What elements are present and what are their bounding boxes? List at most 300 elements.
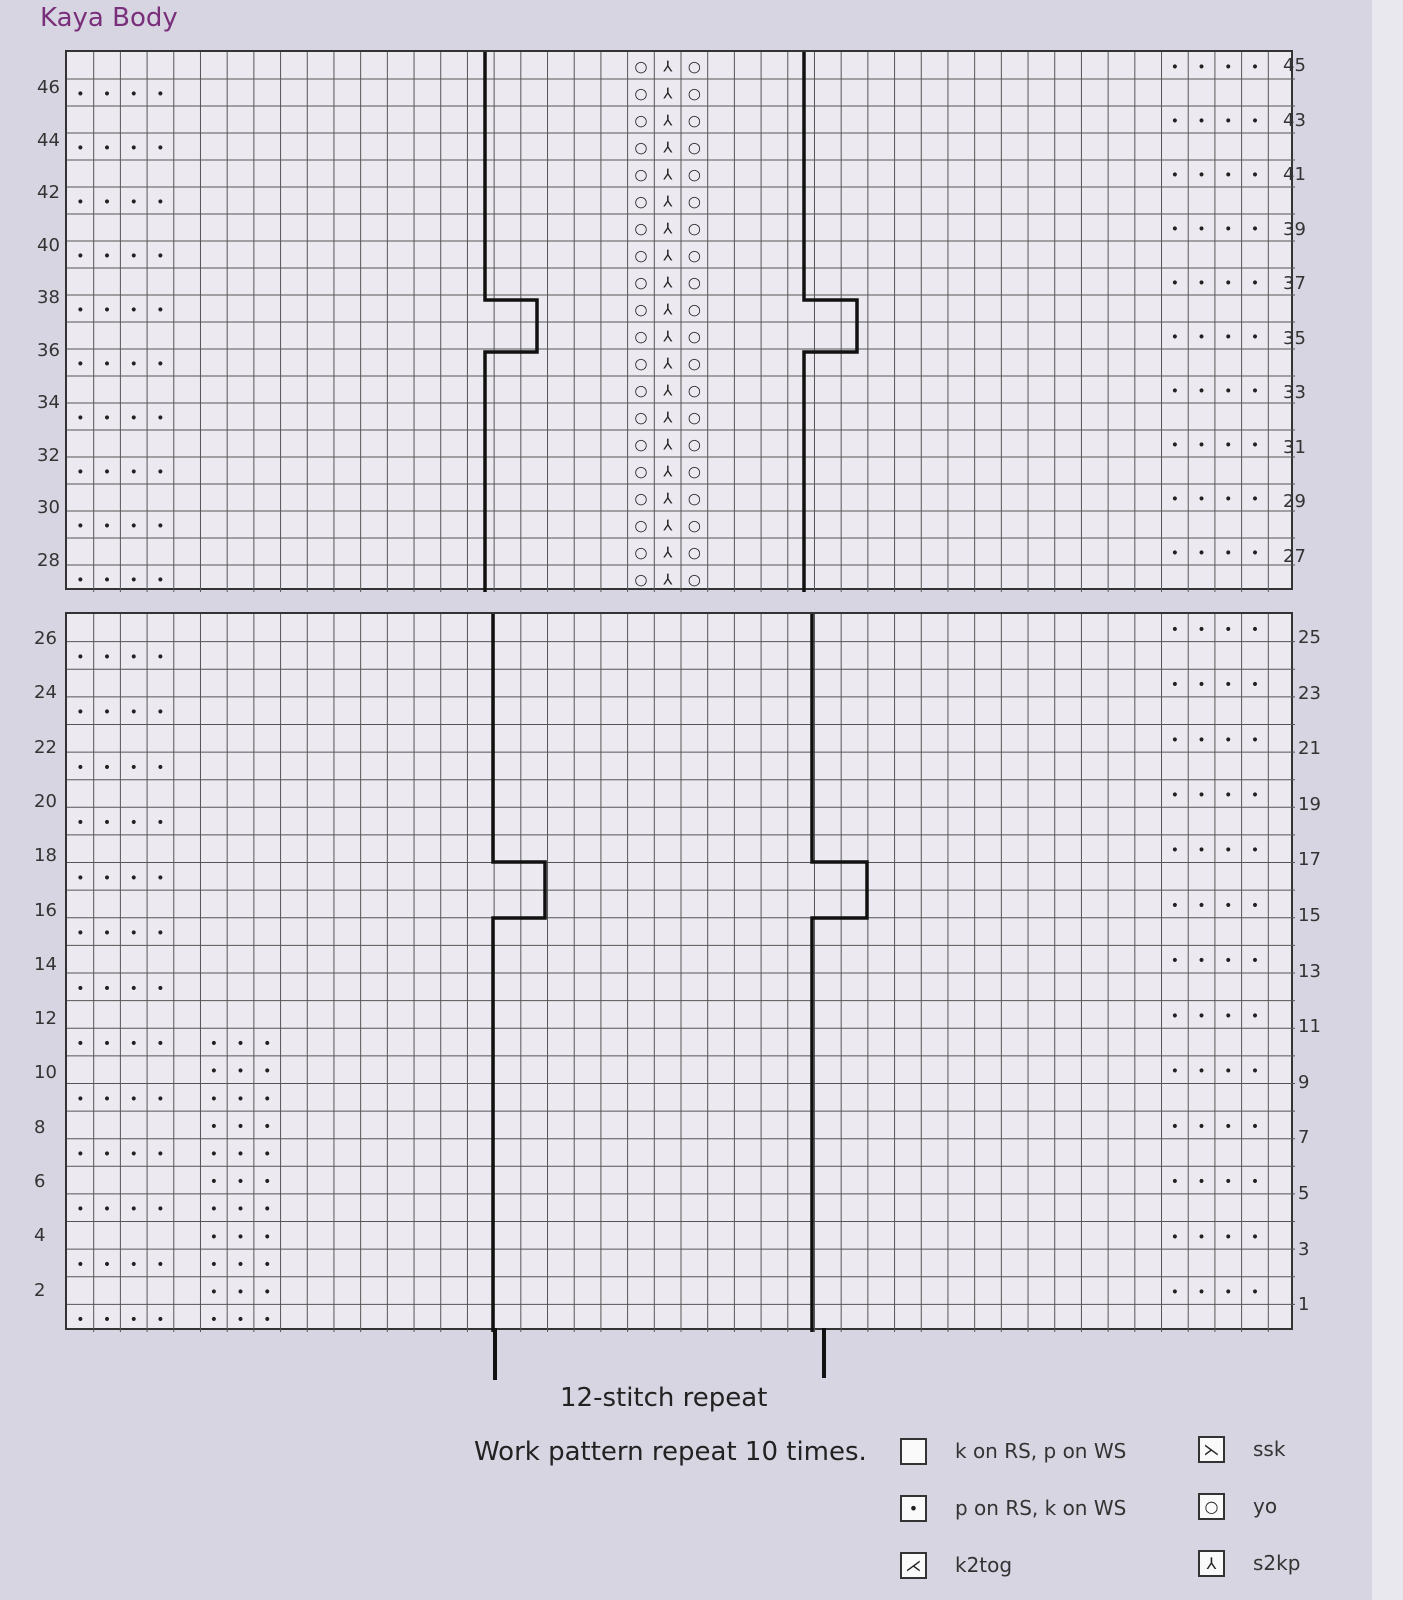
yo-icon: ○: [687, 219, 701, 238]
legend-item-purl: [900, 1492, 1126, 1524]
empty-square-icon: [900, 1438, 927, 1465]
purl-dot-icon: •: [102, 248, 112, 265]
purl-dot-icon: •: [129, 649, 138, 666]
purl-dot-icon: •: [1170, 1008, 1180, 1025]
purl-dot-icon: •: [1170, 221, 1180, 238]
s2kp-icon: ⅄: [663, 381, 673, 400]
row-number: 2: [34, 1279, 46, 1301]
yo-icon: ○: [634, 408, 648, 427]
purl-dot-icon: •: [209, 1174, 218, 1191]
yo-icon: ○: [687, 516, 701, 535]
purl-dot-icon: •: [156, 194, 165, 211]
repeat-caption: 12-stitch repeat: [560, 1383, 768, 1413]
row-number: 6: [34, 1171, 46, 1192]
yo-icon: ○: [687, 165, 701, 184]
purl-dot-icon: •: [129, 1312, 138, 1329]
purl-dot-icon: •: [1170, 1118, 1180, 1135]
row-number: 40: [37, 234, 60, 256]
purl-dot-icon: •: [263, 1091, 272, 1108]
purl-dot-icon: •: [1250, 383, 1260, 400]
yo-icon: ○: [634, 57, 648, 76]
purl-dot-icon: •: [102, 815, 112, 832]
purl-dot-icon: •: [156, 1091, 165, 1108]
purl-dot-icon: •: [129, 1256, 138, 1273]
k2tog-icon: ⋌: [900, 1552, 927, 1579]
purl-dot-icon: •: [1197, 1229, 1206, 1246]
row-number: 5: [1298, 1183, 1310, 1204]
row-number: 1: [1298, 1294, 1310, 1316]
row-number: 29: [1283, 491, 1306, 512]
row-number: 25: [1298, 627, 1321, 648]
row-number: 30: [37, 497, 60, 518]
row-number: 18: [34, 845, 57, 867]
purl-dot-icon: •: [129, 1146, 138, 1163]
purl-dot-icon: •: [1224, 113, 1233, 130]
purl-dot-icon: •: [156, 410, 165, 427]
purl-dot-icon: •: [1170, 953, 1180, 970]
purl-dot-icon: •: [1197, 677, 1206, 694]
purl-dot-icon: •: [102, 870, 112, 887]
purl-dot-icon: •: [263, 1146, 272, 1163]
yo-icon: ○: [634, 219, 648, 238]
purl-dot-icon: •: [76, 1201, 85, 1218]
row-number: 8: [34, 1116, 46, 1138]
purl-dot-icon: •: [1250, 787, 1260, 804]
purl-dot-icon: •: [129, 356, 138, 373]
row-number: 38: [37, 287, 60, 308]
purl-dot-icon: •: [76, 759, 85, 776]
purl-dot-icon: •: [1250, 897, 1260, 914]
s2kp-icon: ⅄: [663, 543, 673, 562]
purl-dot-icon: •: [129, 572, 138, 589]
row-number: 12: [34, 1008, 57, 1030]
legend-item-s2kp: [1198, 1547, 1300, 1579]
purl-dot-icon: •: [209, 1312, 218, 1329]
purl-dot-icon: •: [236, 1256, 245, 1273]
purl-dot-icon: •: [129, 980, 138, 997]
purl-dot-icon: •: [1250, 1174, 1260, 1191]
purl-dot-icon: •: [1170, 545, 1180, 562]
purl-dot-icon: •: [156, 518, 165, 535]
purl-dot-icon: •: [1197, 491, 1206, 508]
purl-dot-icon: •: [1250, 1118, 1260, 1135]
purl-dot-icon: •: [1197, 953, 1206, 970]
purl-dot-icon: •: [263, 1118, 272, 1135]
purl-dot-icon: •: [76, 356, 85, 373]
purl-dot-icon: •: [209, 1036, 218, 1053]
yo-icon: ○: [634, 84, 648, 103]
purl-dot-icon: •: [209, 1146, 218, 1163]
purl-dot-icon: •: [1224, 897, 1233, 914]
row-number: 46: [37, 77, 60, 98]
dot-icon: •: [900, 1495, 927, 1522]
purl-dot-icon: •: [1250, 329, 1260, 346]
row-number: 13: [1298, 960, 1321, 982]
row-number: 17: [1298, 849, 1321, 871]
yo-icon: ○: [634, 516, 648, 535]
purl-dot-icon: •: [209, 1091, 218, 1108]
purl-dot-icon: •: [129, 1091, 138, 1108]
yo-icon: ○: [687, 138, 701, 157]
upper-chart: [65, 50, 1293, 590]
purl-dot-icon: •: [209, 1256, 218, 1273]
purl-dot-icon: •: [1170, 491, 1180, 508]
purl-dot-icon: •: [156, 572, 165, 589]
purl-dot-icon: •: [236, 1201, 245, 1218]
row-number: 24: [34, 682, 57, 704]
row-number: 39: [1283, 218, 1306, 240]
purl-dot-icon: •: [102, 759, 112, 776]
purl-dot-icon: •: [102, 1312, 112, 1329]
row-number: 16: [34, 899, 57, 921]
purl-dot-icon: •: [1250, 953, 1260, 970]
s2kp-icon: ⅄: [663, 570, 673, 589]
purl-dot-icon: •: [102, 1256, 112, 1273]
yo-icon: ○: [687, 84, 701, 103]
purl-dot-icon: •: [1170, 329, 1180, 346]
purl-dot-icon: •: [1170, 842, 1180, 859]
yo-icon: ○: [634, 354, 648, 373]
purl-dot-icon: •: [156, 248, 165, 265]
row-number: 26: [34, 628, 57, 649]
yo-icon: ○: [687, 435, 701, 454]
chart-title: Kaya Body: [40, 3, 178, 33]
purl-dot-icon: •: [1250, 1008, 1260, 1025]
purl-dot-icon: •: [1250, 545, 1260, 562]
purl-dot-icon: •: [1170, 437, 1180, 454]
purl-dot-icon: •: [1197, 621, 1206, 638]
s2kp-icon: ⅄: [663, 192, 673, 211]
purl-dot-icon: •: [209, 1201, 218, 1218]
yo-icon: ○: [687, 111, 701, 130]
purl-dot-icon: •: [102, 572, 112, 589]
purl-dot-icon: •: [129, 518, 138, 535]
s2kp-icon: ⅄: [663, 435, 673, 454]
purl-dot-icon: •: [1224, 59, 1233, 76]
purl-dot-icon: •: [76, 1036, 85, 1053]
purl-dot-icon: •: [156, 704, 165, 721]
legend-label: s2kp: [1253, 1551, 1301, 1575]
purl-dot-icon: •: [1170, 787, 1180, 804]
yo-icon: ○: [634, 327, 648, 346]
yo-icon: ○: [634, 300, 648, 319]
yo-icon: ○: [687, 246, 701, 265]
purl-dot-icon: •: [102, 464, 112, 481]
purl-dot-icon: •: [1224, 677, 1233, 694]
row-number: 44: [37, 129, 60, 151]
row-number: 9: [1298, 1071, 1310, 1093]
purl-dot-icon: •: [1250, 59, 1260, 76]
legend-label: k2tog: [955, 1553, 1013, 1577]
purl-dot-icon: •: [1224, 953, 1233, 970]
purl-dot-icon: •: [76, 649, 85, 666]
purl-dot-icon: •: [1250, 1063, 1260, 1080]
purl-dot-icon: •: [1224, 1063, 1233, 1080]
purl-dot-icon: •: [76, 464, 85, 481]
lower-chart-grid: [67, 614, 1295, 1332]
purl-dot-icon: •: [1250, 275, 1260, 292]
purl-dot-icon: •: [1197, 897, 1206, 914]
purl-dot-icon: •: [76, 194, 85, 211]
yo-icon: ○: [1198, 1493, 1225, 1520]
row-number: 7: [1298, 1127, 1310, 1149]
purl-dot-icon: •: [102, 356, 112, 373]
purl-dot-icon: •: [209, 1118, 218, 1135]
purl-dot-icon: •: [76, 248, 85, 265]
purl-dot-icon: •: [1197, 167, 1206, 184]
purl-dot-icon: •: [76, 302, 85, 319]
repeat-instruction: Work pattern repeat 10 times.: [474, 1437, 867, 1467]
yo-icon: ○: [687, 381, 701, 400]
purl-dot-icon: •: [129, 870, 138, 887]
purl-dot-icon: •: [263, 1036, 272, 1053]
purl-dot-icon: •: [76, 704, 85, 721]
purl-dot-icon: •: [156, 1201, 165, 1218]
row-number: 14: [34, 953, 57, 975]
purl-dot-icon: •: [1224, 167, 1233, 184]
row-number: 22: [34, 736, 57, 758]
purl-dot-icon: •: [1170, 275, 1180, 292]
purl-dot-icon: •: [1197, 1118, 1206, 1135]
s2kp-icon: ⅄: [663, 327, 673, 346]
yo-icon: ○: [687, 327, 701, 346]
purl-dot-icon: •: [102, 1091, 112, 1108]
purl-dot-icon: •: [1170, 1229, 1180, 1246]
s2kp-icon: ⅄: [663, 246, 673, 265]
yo-icon: ○: [634, 435, 648, 454]
purl-dot-icon: •: [76, 870, 85, 887]
purl-dot-icon: •: [1197, 59, 1206, 76]
legend-label: k on RS, p on WS: [955, 1439, 1127, 1463]
purl-dot-icon: •: [129, 1036, 138, 1053]
purl-dot-icon: •: [209, 1284, 218, 1301]
s2kp-icon: ⅄: [663, 84, 673, 103]
purl-dot-icon: •: [156, 815, 165, 832]
purl-dot-icon: •: [1197, 545, 1206, 562]
purl-dot-icon: •: [1250, 621, 1260, 638]
purl-dot-icon: •: [1170, 59, 1180, 76]
s2kp-icon: ⅄: [663, 165, 673, 184]
purl-dot-icon: •: [102, 704, 112, 721]
legend-item-k2tog: [900, 1549, 1012, 1581]
purl-dot-icon: •: [156, 1036, 165, 1053]
purl-dot-icon: •: [102, 410, 112, 427]
s2kp-icon: ⅄: [663, 462, 673, 481]
yo-icon: ○: [687, 408, 701, 427]
yo-icon: ○: [687, 489, 701, 508]
purl-dot-icon: •: [156, 1312, 165, 1329]
purl-dot-icon: •: [263, 1201, 272, 1218]
purl-dot-icon: •: [1224, 221, 1233, 238]
purl-dot-icon: •: [1197, 1063, 1206, 1080]
purl-dot-icon: •: [156, 140, 165, 157]
legend-item-ssk: [1198, 1433, 1285, 1465]
yo-icon: ○: [634, 246, 648, 265]
row-number: 31: [1283, 436, 1306, 458]
row-number: 43: [1283, 109, 1306, 131]
purl-dot-icon: •: [129, 194, 138, 211]
purl-dot-icon: •: [1197, 732, 1206, 749]
yo-icon: ○: [687, 57, 701, 76]
purl-dot-icon: •: [1197, 1174, 1206, 1191]
purl-dot-icon: •: [129, 248, 138, 265]
yo-icon: ○: [687, 543, 701, 562]
yo-icon: ○: [687, 273, 701, 292]
purl-dot-icon: •: [102, 194, 112, 211]
lower-chart: [65, 612, 1293, 1330]
purl-dot-icon: •: [1197, 275, 1206, 292]
s2kp-icon: ⅄: [663, 489, 673, 508]
yo-icon: ○: [634, 381, 648, 400]
row-number: 35: [1283, 327, 1306, 349]
purl-dot-icon: •: [1250, 842, 1260, 859]
purl-dot-icon: •: [1197, 329, 1206, 346]
purl-dot-icon: •: [156, 86, 165, 103]
purl-dot-icon: •: [76, 572, 85, 589]
purl-dot-icon: •: [1170, 897, 1180, 914]
purl-dot-icon: •: [1197, 787, 1206, 804]
purl-dot-icon: •: [102, 1036, 112, 1053]
purl-dot-icon: •: [1170, 1063, 1180, 1080]
purl-dot-icon: •: [129, 140, 138, 157]
purl-dot-icon: •: [156, 649, 165, 666]
purl-dot-icon: •: [76, 1091, 85, 1108]
yo-icon: ○: [634, 489, 648, 508]
purl-dot-icon: •: [263, 1284, 272, 1301]
purl-dot-icon: •: [1250, 167, 1260, 184]
repeat-marker-right: [822, 1328, 826, 1378]
row-number: 21: [1298, 738, 1321, 760]
row-number: 11: [1298, 1016, 1321, 1038]
purl-dot-icon: •: [1197, 113, 1206, 130]
purl-dot-icon: •: [1224, 437, 1233, 454]
purl-dot-icon: •: [156, 870, 165, 887]
purl-dot-icon: •: [1224, 545, 1233, 562]
purl-dot-icon: •: [1170, 167, 1180, 184]
purl-dot-icon: •: [156, 759, 165, 776]
purl-dot-icon: •: [129, 86, 138, 103]
purl-dot-icon: •: [76, 1312, 85, 1329]
purl-dot-icon: •: [1224, 842, 1233, 859]
purl-dot-icon: •: [102, 1201, 112, 1218]
yo-icon: ○: [634, 462, 648, 481]
purl-dot-icon: •: [1224, 1284, 1233, 1301]
purl-dot-icon: •: [102, 140, 112, 157]
purl-dot-icon: •: [76, 980, 85, 997]
purl-dot-icon: •: [236, 1118, 245, 1135]
purl-dot-icon: •: [1197, 1008, 1206, 1025]
purl-dot-icon: •: [76, 1256, 85, 1273]
purl-dot-icon: •: [263, 1063, 272, 1080]
purl-dot-icon: •: [1197, 437, 1206, 454]
purl-dot-icon: •: [156, 302, 165, 319]
purl-dot-icon: •: [1224, 621, 1233, 638]
legend-item-yo: [1198, 1490, 1277, 1522]
purl-dot-icon: •: [236, 1036, 245, 1053]
purl-dot-icon: •: [129, 759, 138, 776]
purl-dot-icon: •: [236, 1284, 245, 1301]
purl-dot-icon: •: [263, 1229, 272, 1246]
row-number: 23: [1298, 682, 1321, 704]
legend-item-knit: [900, 1435, 1126, 1467]
purl-dot-icon: •: [156, 980, 165, 997]
purl-dot-icon: •: [209, 1229, 218, 1246]
purl-dot-icon: •: [263, 1256, 272, 1273]
purl-dot-icon: •: [236, 1063, 245, 1080]
row-number: 20: [34, 790, 57, 812]
purl-dot-icon: •: [102, 86, 112, 103]
s2kp-icon: ⅄: [663, 219, 673, 238]
purl-dot-icon: •: [236, 1091, 245, 1108]
purl-dot-icon: •: [102, 649, 112, 666]
s2kp-icon: ⅄: [663, 354, 673, 373]
purl-dot-icon: •: [76, 815, 85, 832]
row-number: 37: [1283, 273, 1306, 294]
purl-dot-icon: •: [102, 925, 112, 942]
purl-dot-icon: •: [236, 1174, 245, 1191]
purl-dot-icon: •: [1197, 1284, 1206, 1301]
purl-dot-icon: •: [1170, 113, 1180, 130]
purl-dot-icon: •: [156, 1256, 165, 1273]
purl-dot-icon: •: [1170, 621, 1180, 638]
row-number: 15: [1298, 905, 1321, 926]
page-edge: [1372, 0, 1403, 1600]
yo-icon: ○: [634, 273, 648, 292]
yo-icon: ○: [687, 300, 701, 319]
purl-dot-icon: •: [1170, 1284, 1180, 1301]
row-number: 45: [1283, 55, 1306, 76]
purl-dot-icon: •: [129, 1201, 138, 1218]
purl-dot-icon: •: [76, 518, 85, 535]
purl-dot-icon: •: [1250, 1284, 1260, 1301]
s2kp-icon: ⅄: [663, 111, 673, 130]
s2kp-icon: ⅄: [1198, 1550, 1225, 1577]
purl-dot-icon: •: [1197, 842, 1206, 859]
purl-dot-icon: •: [129, 410, 138, 427]
row-number: 27: [1283, 545, 1306, 567]
yo-icon: ○: [687, 570, 701, 589]
yo-icon: ○: [634, 111, 648, 130]
s2kp-icon: ⅄: [663, 300, 673, 319]
purl-dot-icon: •: [156, 925, 165, 942]
s2kp-icon: ⅄: [663, 57, 673, 76]
purl-dot-icon: •: [129, 302, 138, 319]
row-number: 4: [34, 1225, 46, 1247]
purl-dot-icon: •: [1250, 732, 1260, 749]
purl-dot-icon: •: [1224, 383, 1233, 400]
row-number: 33: [1283, 382, 1306, 403]
purl-dot-icon: •: [1224, 1118, 1233, 1135]
purl-dot-icon: •: [263, 1174, 272, 1191]
purl-dot-icon: •: [156, 464, 165, 481]
purl-dot-icon: •: [76, 86, 85, 103]
purl-dot-icon: •: [1224, 491, 1233, 508]
purl-dot-icon: •: [1197, 383, 1206, 400]
purl-dot-icon: •: [1250, 113, 1260, 130]
row-number: 3: [1298, 1238, 1310, 1260]
purl-dot-icon: •: [129, 815, 138, 832]
purl-dot-icon: •: [156, 1146, 165, 1163]
purl-dot-icon: •: [1250, 677, 1260, 694]
purl-dot-icon: •: [1170, 677, 1180, 694]
purl-dot-icon: •: [236, 1229, 245, 1246]
s2kp-icon: ⅄: [663, 516, 673, 535]
row-number: 32: [37, 444, 60, 466]
ssk-icon: ⋋: [1198, 1436, 1225, 1463]
row-number: 10: [34, 1062, 57, 1084]
upper-chart-grid: [67, 52, 1295, 592]
purl-dot-icon: •: [236, 1146, 245, 1163]
